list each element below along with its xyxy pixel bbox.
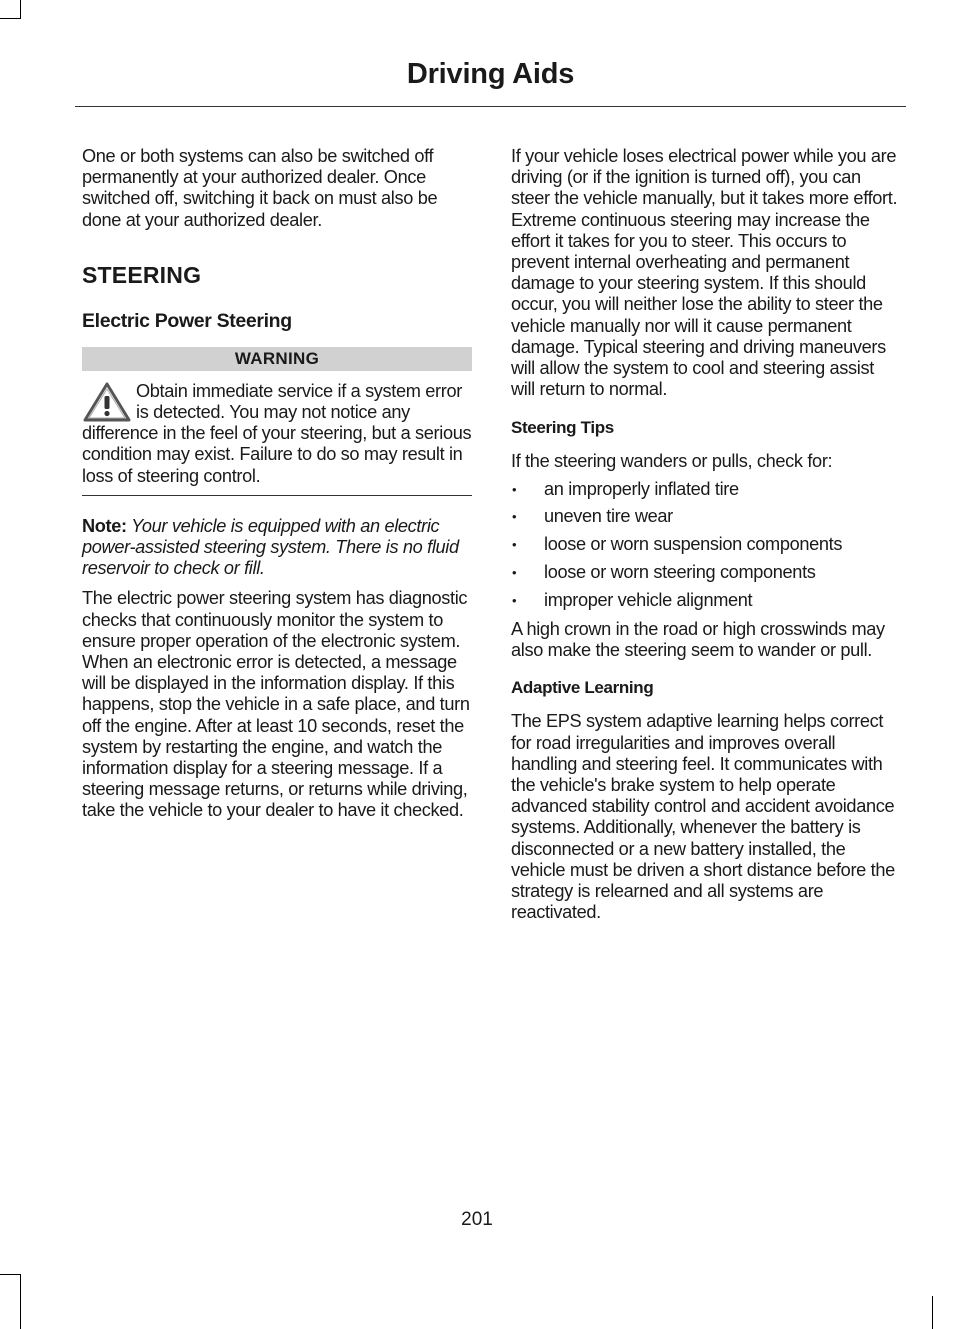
subsection-heading: Electric Power Steering [82, 309, 292, 332]
crop-mark [20, 1275, 21, 1329]
body-paragraph: The electric power steering system has diagnostic checks that continuously monitor the system to ensure proper operation of the electronic system. When an electronic error is detected, a message will be displayed in the information display. If this happens, stop the vehicle in a safe place, and turn off the engine. After at least 10 seconds, reset the system by restarting the engine, and watch the information display for a steering message. If a steering message returns, or returns while driving, take the vehicle to your dealer to have it checked. [82, 588, 470, 821]
note [82, 516, 472, 580]
warning-triangle-icon [82, 381, 132, 423]
crop-mark [20, 0, 21, 18]
crop-mark [932, 1296, 933, 1329]
page-title: Driving Aids [406, 58, 575, 90]
intro-paragraph: One or both systems can also be switched off permanently at your authorized dealer. Once switched off, switching it back on must also be done at your authorized dealer. [82, 146, 438, 230]
crop-mark [0, 18, 21, 19]
left-column [82, 146, 472, 822]
note-label: Note: [82, 515, 127, 536]
section-heading: STEERING [82, 261, 202, 288]
crop-mark [0, 1274, 21, 1275]
warning-label: WARNING [82, 347, 472, 371]
list-item: • loose or worn steering components [511, 562, 901, 583]
list-item: • an improperly inflated tire [511, 479, 901, 500]
list-item: • loose or worn suspension components [511, 534, 901, 555]
steering-tips-heading: Steering Tips [511, 418, 614, 438]
list-item: • uneven tire wear [511, 506, 901, 527]
warning-box [82, 381, 472, 496]
adaptive-learning-heading: Adaptive Learning [511, 678, 654, 698]
tips-after-paragraph: A high crown in the road or high crosswinds may also make the steering seem to wander or pull. [511, 619, 885, 661]
note-text: Your vehicle is equipped with an electric power-assisted steering system. There is no fluid reservoir to check or fill. [82, 515, 459, 579]
right-column [511, 146, 901, 923]
intro-paragraph: If your vehicle loses electrical power while you are driving (or if the ignition is turned off), you can steer the vehicle manually, but it takes more effort. Extreme continuous steering may increase the effort it takes for you to steer. This occurs to prevent internal overheating and permanent damage to your steering system. If this should occur, you will neither lose the ability to steer the vehicle manually nor will it cause permanent damage. Typical steering and driving maneuvers will allow the system to cool and steering assist will return to normal. [511, 146, 898, 400]
list-item: • improper vehicle alignment [511, 590, 901, 611]
tips-intro: If the steering wanders or pulls, check for: [511, 451, 833, 472]
header-rule [75, 106, 906, 107]
warning-text: Obtain immediate service if a system error is detected. You may not notice any difference in the feel of your steering, but a serious condition may exist. Failure to do so may result in loss of steering control. [82, 380, 472, 486]
tips-list [511, 479, 901, 611]
adaptive-learning-paragraph: The EPS system adaptive learning helps correct for road irregularities and improves overall handling and steering feel. It communicates with the vehicle's brake system to help operate advanced stability control and accident avoidance systems. Additionally, whenever the battery is disconnected or a new battery installed, the vehicle must be driven a short distance before the strategy is relearned and all systems are reactivated. [511, 711, 895, 923]
page-number: 201 [461, 1209, 493, 1230]
